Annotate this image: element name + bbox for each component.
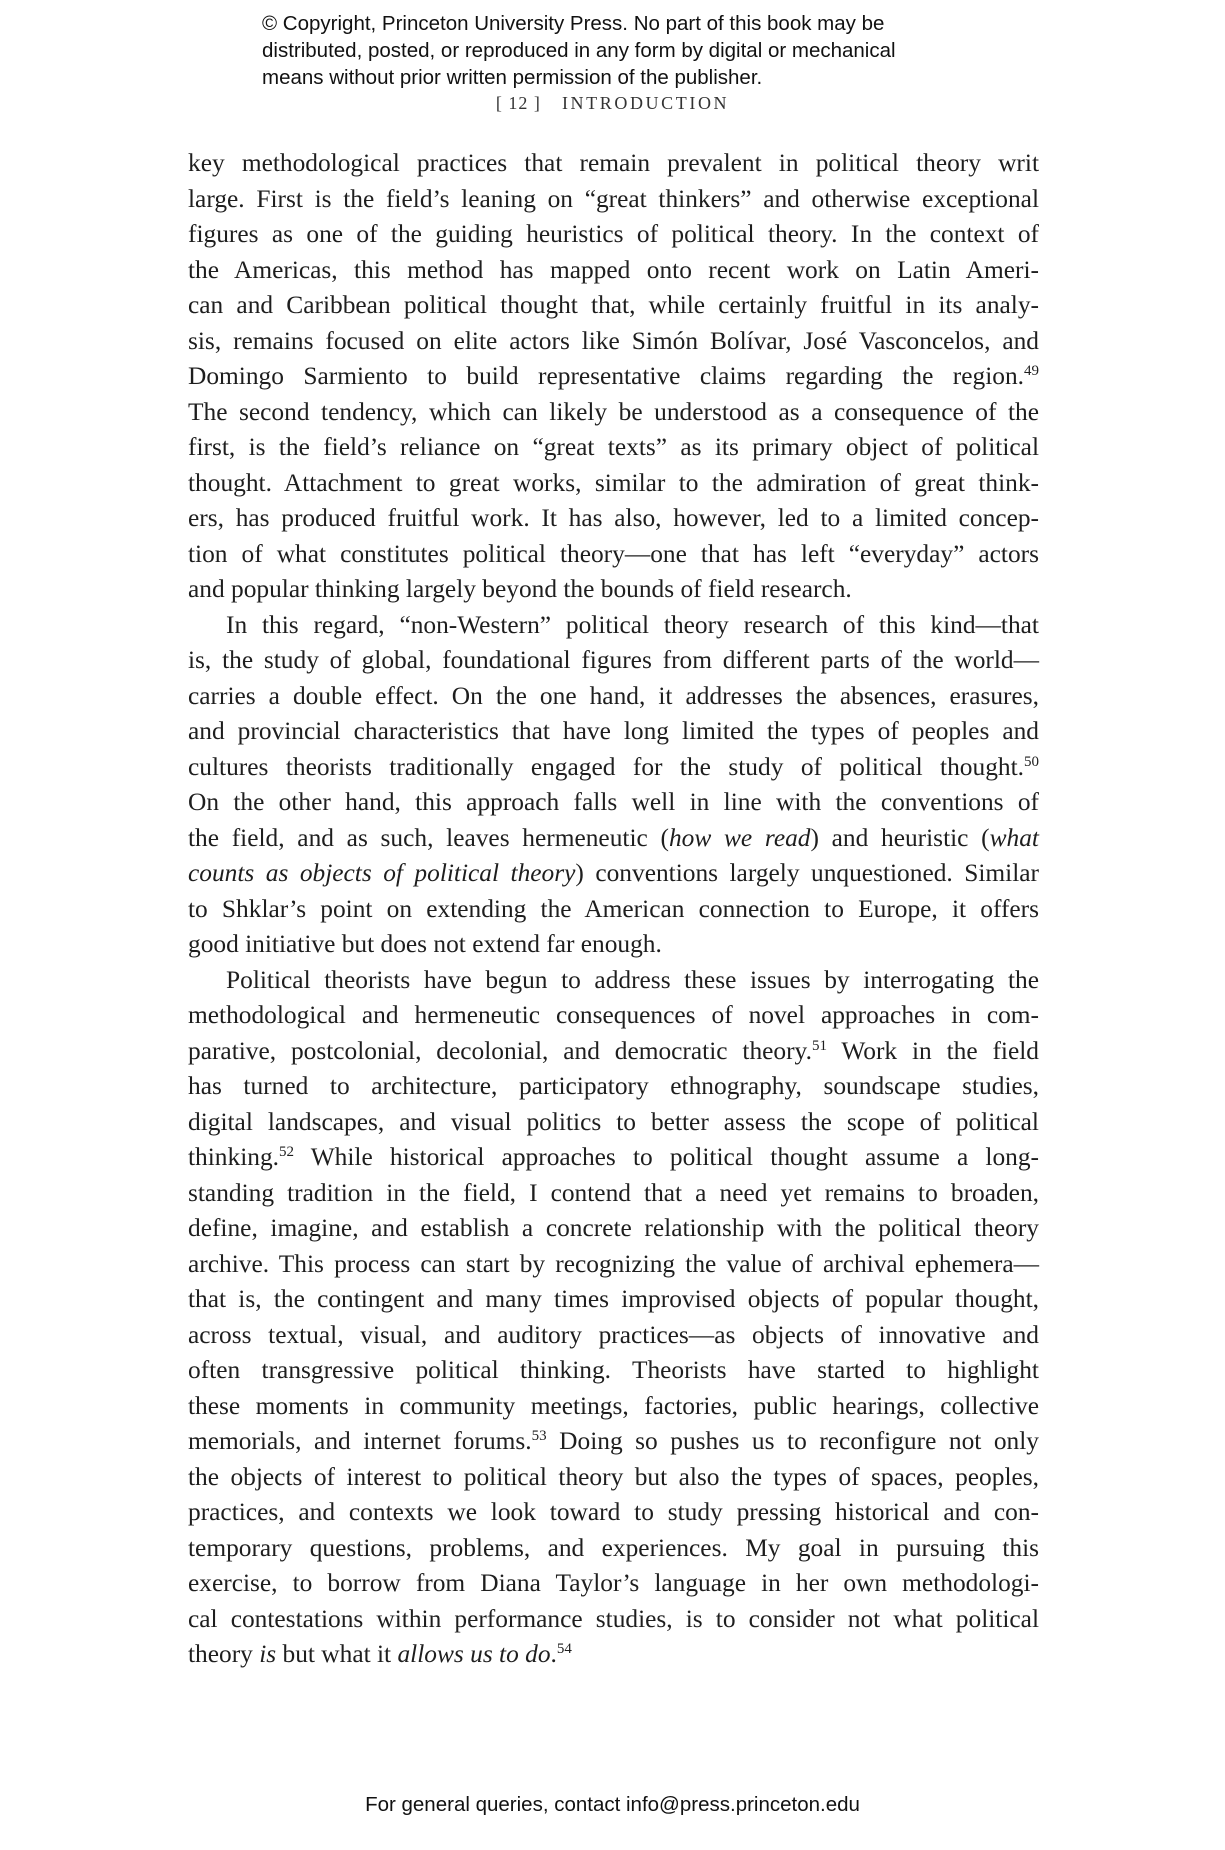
text-line: the field, and as such, leaves hermeneutic (how we read) and heuristic (what [188, 823, 1039, 852]
text-line: the objects of interest to political theory but also the types of spaces, peoples, [188, 1462, 1039, 1491]
footnote-ref: 49 [1024, 363, 1039, 379]
text-line: ers, has produced fruitful work. It has also, however, led to a limited concep- [188, 504, 1039, 532]
copyright-notice [262, 10, 1002, 91]
text-line: thought. Attachment to great works, similar to the admiration of great think- [188, 468, 1039, 497]
section-title: INTRODUCTION [561, 93, 730, 113]
text-line: and provincial characteristics that have long limited the types of peoples and [188, 717, 1039, 745]
text-line: tion of what constitutes political theory—one that has left “everyday” actors [188, 539, 1039, 568]
text-line: often transgressive political thinking. Theorists have started to highlight [188, 1356, 1039, 1384]
text-line: temporary questions, problems, and experiences. My goal in pursuing this [188, 1533, 1039, 1562]
page-number: [ 12 ] [495, 93, 541, 113]
text-line: large. First is the field’s leaning on “great thinkers” and otherwise exceptional [188, 184, 1039, 213]
text-line: carries a double effect. On the one hand, it addresses the absences, erasures, [188, 681, 1039, 710]
text-line: across textual, visual, and auditory practices—as objects of innovative and [188, 1320, 1039, 1349]
copyright-line: distributed, posted, or reproduced in any form by digital or mechanical [262, 39, 896, 62]
text-line: cal contestations within performance studies, is to consider not what political [188, 1604, 1039, 1633]
footnote-ref: 54 [556, 1641, 572, 1657]
body-text [188, 146, 1039, 1673]
running-head [0, 93, 1225, 114]
copyright-line: © Copyright, Princeton University Press. No part of this book may be [262, 12, 885, 35]
text-line: and popular thinking largely beyond the bounds of field research. [188, 575, 852, 603]
text-line: Political theorists have begun to address these issues by interrogating the [226, 965, 1039, 994]
text-line: memorials, and internet forums.$^{53}$ Doing so pushes us to reconfigure not only [188, 1427, 1039, 1455]
text-line: these moments in community meetings, factories, public hearings, collective [188, 1391, 1039, 1420]
text-line: On the other hand, this approach falls well in line with the conventions of [188, 788, 1039, 816]
footnote-ref: 53 [531, 1428, 547, 1444]
text-line: cultures theorists traditionally engaged for the study of political thought.$^{50}$ [188, 752, 1039, 781]
text-line: digital landscapes, and visual politics to better assess the scope of political [188, 1107, 1039, 1136]
text-line: has turned to architecture, participatory ethnography, soundscape studies, [188, 1072, 1039, 1100]
footnote-ref: 52 [279, 1144, 294, 1160]
text-line: can and Caribbean political thought that, while certainly fruitful in its analy- [188, 291, 1039, 319]
text-line: practices, and contexts we look toward to study pressing historical and con- [188, 1498, 1039, 1526]
text-line: In this regard, “non-Western” political theory research of this kind—that [226, 610, 1039, 639]
text-line: methodological and hermeneutic consequences of novel approaches in com- [188, 1001, 1039, 1029]
text-line: The second tendency, which can likely be understood as a consequence of the [188, 397, 1039, 426]
text-line: thinking.$^{52}$ While historical approaches to political thought assume a long- [188, 1143, 1039, 1171]
text-line: is, the study of global, foundational figures from different parts of the world— [188, 646, 1039, 674]
text-line: to Shklar’s point on extending the American connection to Europe, it offers [188, 894, 1039, 923]
text-line: that is, the contingent and many times improvised objects of popular thought, [188, 1285, 1039, 1313]
text-line: theory is but what it allows us to do.$^{54}$ [188, 1640, 572, 1668]
text-line: the Americas, this method has mapped onto recent work on Latin Ameri- [188, 255, 1039, 284]
footnote-ref: 50 [1024, 753, 1039, 770]
text-line: key methodological practices that remain prevalent in political theory writ [188, 149, 1039, 177]
text-line: define, imagine, and establish a concrete relationship with the political theory [188, 1214, 1039, 1242]
text-line: archive. This process can start by recognizing the value of archival ephemera— [188, 1249, 1039, 1278]
footnote-ref: 51 [811, 1037, 827, 1054]
text-line: figures as one of the guiding heuristics of political theory. In the context of [188, 220, 1039, 248]
text-line: counts as objects of political theory) conventions largely unquestioned. Similar [188, 859, 1039, 887]
footer-contact: For general queries, contact info@press.princeton.edu [365, 1793, 860, 1816]
text-line: first, is the field’s reliance on “great texts” as its primary object of political [188, 433, 1039, 461]
text-line: parative, postcolonial, decolonial, and democratic theory.$^{51}$ Work in the field [188, 1036, 1039, 1065]
text-line: Domingo Sarmiento to build representative claims regarding the region.$^{49}$ [188, 362, 1039, 390]
text-line: exercise, to borrow from Diana Taylor’s language in her own methodologi- [188, 1569, 1039, 1597]
text-line: standing tradition in the field, I contend that a need yet remains to broaden, [188, 1178, 1039, 1207]
text-line: good initiative but does not extend far enough. [188, 930, 662, 958]
text-line: sis, remains focused on elite actors like Simón Bolívar, José Vasconcelos, and [188, 326, 1039, 355]
copyright-line: means without prior written permission of the publisher. [262, 66, 763, 89]
